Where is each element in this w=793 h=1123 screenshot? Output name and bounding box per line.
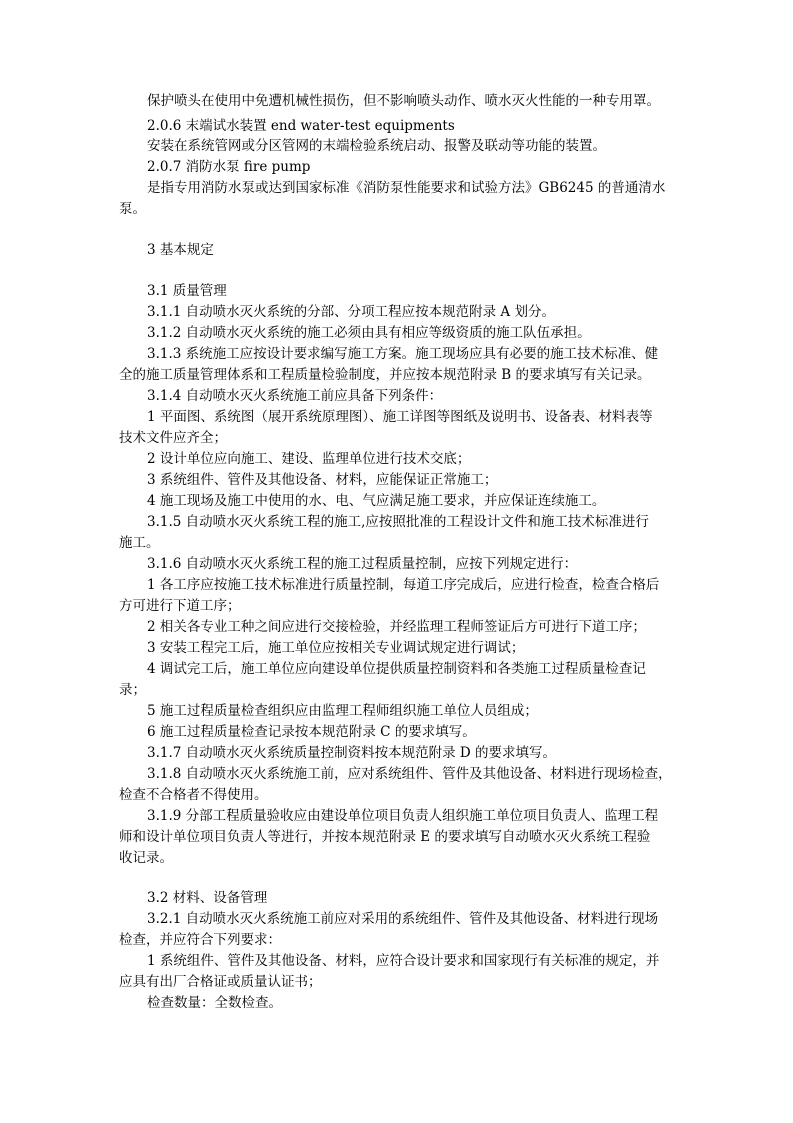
text-line: 3.1.8 自动喷水灭火系统施工前，应对系统组件、管件及其他设备、材料进行现场检查，: [147, 766, 672, 782]
text-line: 3.1.9 分部工程质量验收应由建设单位项目负责人组织施工单位项目负责人、监理工程: [147, 808, 659, 824]
text-line: 4 调试完工后，施工单位应向建设单位提供质量控制资料和各类施工过程质量检查记: [147, 661, 646, 677]
subsection-heading: 3.2 材料、设备管理: [147, 890, 268, 906]
text-line: 2.0.7 消防水泵 fire pump: [147, 159, 311, 175]
text-line: 保护喷头在使用中免遭机械性损伤，但不影响喷头动作、喷水灭火性能的一种专用罩。: [147, 93, 660, 109]
text-line: 应具有出厂合格证或质量认证书；: [119, 974, 322, 990]
text-line: 3 安装工程完工后，施工单位应按相关专业调试规定进行调试；: [147, 640, 525, 656]
text-line: 泵。: [119, 201, 146, 217]
text-line: 检查不合格者不得使用。: [119, 787, 268, 803]
text-line: 3.1.2 自动喷水灭火系统的施工必须由具有相应等级资质的施工队伍承担。: [147, 325, 591, 341]
text-line: 2 相关各专业工种之间应进行交接检验，并经监理工程师签证后方可进行下道工序；: [147, 619, 646, 635]
text-line: 3.2.1 自动喷水灭火系统施工前应对采用的系统组件、管件及其他设备、材料进行现场: [147, 911, 659, 927]
text-line: 1 平面图、系统图（展开系统原理图）、施工详图等图纸及说明书、设备表、材料表等: [147, 409, 653, 425]
text-line: 施工。: [119, 535, 160, 551]
text-line: 3.1.1 自动喷水灭火系统的分部、分项工程应按本规范附录 A 划分。: [147, 304, 555, 320]
subsection-heading: 3.1 质量管理: [147, 283, 227, 299]
text-line: 3.1.6 自动喷水灭火系统工程的施工过程质量控制，应按下列规定进行：: [147, 556, 578, 572]
text-line: 收记录。: [119, 850, 173, 866]
text-line: 师和设计单位项目负责人等进行，并按本规范附录 E 的要求填写自动喷水灭火系统工程验: [119, 829, 651, 845]
text-line: 3 系统组件、管件及其他设备、材料，应能保证正常施工；: [147, 472, 498, 488]
text-line: 2 设计单位应向施工、建设、监理单位进行技术交底；: [147, 451, 471, 467]
text-line: 3.1.5 自动喷水灭火系统工程的施工,应按照批准的工程设计文件和施工技术标准进行: [147, 514, 649, 530]
text-line: 3.1.3 系统施工应按设计要求编写施工方案。施工现场应具有必要的施工技术标准、健: [147, 346, 659, 362]
text-line: 检查，并应符合下列要求：: [119, 932, 281, 948]
text-line: 方可进行下道工序；: [119, 598, 241, 614]
text-line: 2.0.6 末端试水装置 end water-test equipments: [147, 118, 455, 134]
section-heading: 3 基本规定: [147, 242, 214, 258]
text-line: 1 系统组件、管件及其他设备、材料，应符合设计要求和国家现行有关标准的规定，并: [147, 953, 660, 969]
text-line: 5 施工过程质量检查组织应由监理工程师组织施工单位人员组成；: [147, 703, 538, 719]
text-line: 6 施工过程质量检查记录按本规范附录 C 的要求填写。: [147, 724, 476, 740]
text-line: 安装在系统管网或分区管网的末端检验系统启动、报警及联动等功能的装置。: [147, 138, 606, 154]
text-line: 1 各工序应按施工技术标准进行质量控制，每道工序完成后，应进行检查，检查合格后: [147, 577, 660, 593]
text-line: 是指专用消防水泵或达到国家标准《消防泵性能要求和试验方法》GB6245 的普通清水: [147, 180, 666, 196]
text-line: 技术文件应齐全；: [119, 430, 227, 446]
text-line: 检查数量：全数检查。: [147, 995, 282, 1011]
text-line: 录；: [119, 682, 146, 698]
text-line: 全的施工质量管理体系和工程质量检验制度，并应按本规范附录 B 的要求填写有关记录。: [119, 367, 651, 383]
text-line: 3.1.7 自动喷水灭火系统质量控制资料按本规范附录 D 的要求填写。: [147, 745, 557, 761]
text-line: 4 施工现场及施工中使用的水、电、气应满足施工要求，并应保证连续施工。: [147, 493, 606, 509]
text-line: 3.1.4 自动喷水灭火系统施工前应具备下列条件：: [147, 388, 443, 404]
